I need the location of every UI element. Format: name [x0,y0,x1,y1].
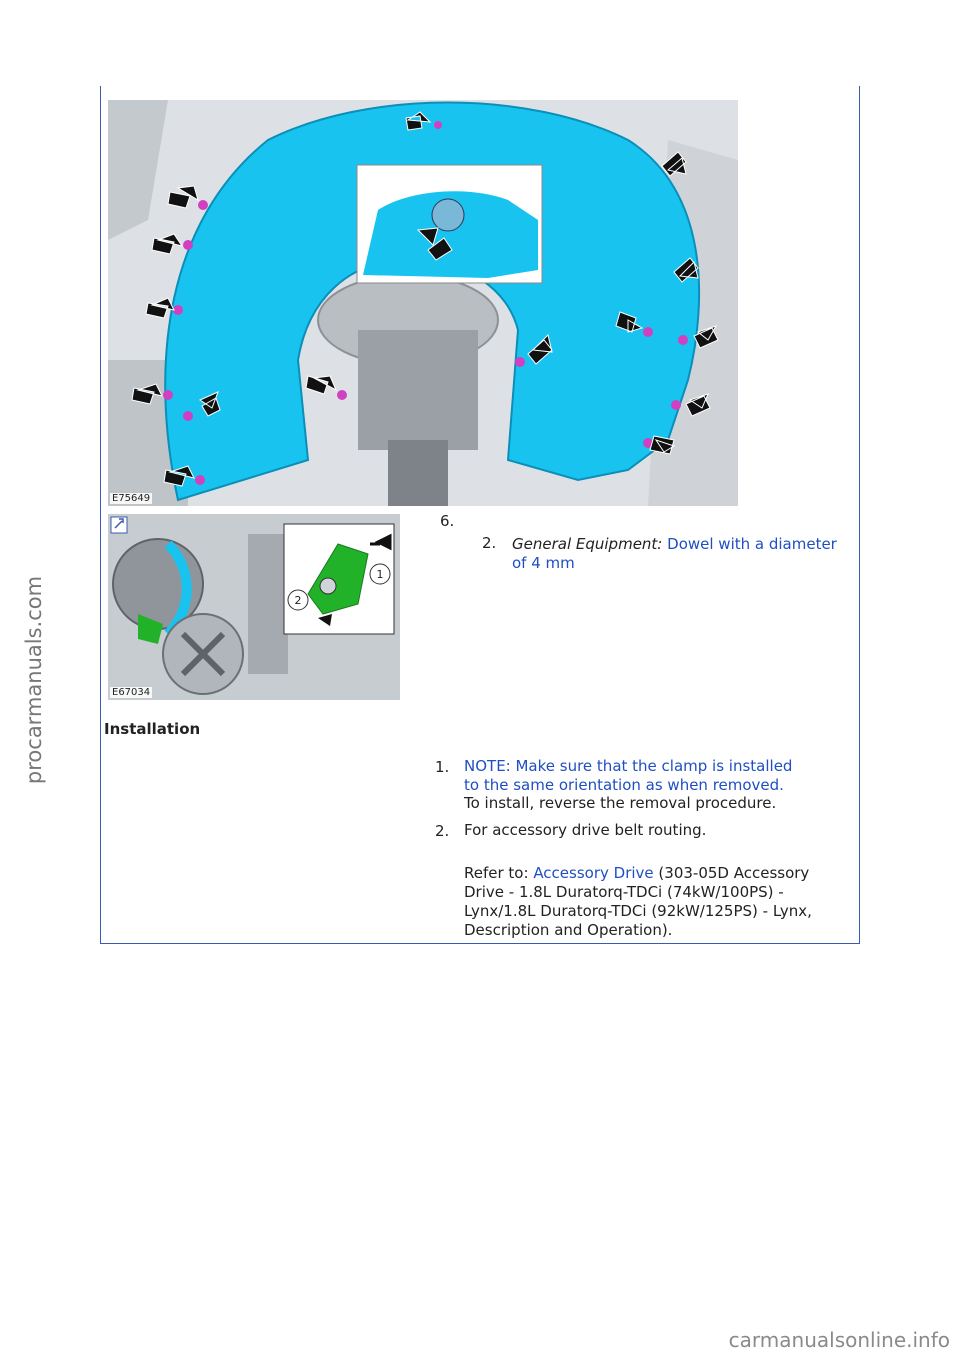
refer-line-2: Drive - 1.8L Duratorq-TDCi (74kW/100PS) - [464,883,784,901]
figure-code: E67034 [112,687,151,698]
general-equipment-line [512,535,852,554]
callout-2: 2 [294,594,302,607]
step-text: To install, reverse the removal procedure. [464,794,777,812]
tensioner-illustration [108,514,400,700]
step-number: 1. [435,758,450,776]
callout-1: 1 [376,568,384,581]
tensioner-drawing [108,514,400,700]
substep-number: 2. [482,534,497,552]
side-watermark-text: procarmanuals.com [22,575,46,785]
refer-to-line [464,864,854,883]
bottom-watermark: carmanualsonline.info [728,1328,950,1352]
equipment-value-link-cont[interactable]: of 4 mm [512,554,575,572]
step-number: 2. [435,822,450,840]
wheel-arch-liner-drawing [108,100,738,506]
accessory-drive-link[interactable]: Accessory Drive [533,864,654,882]
equipment-label: General Equipment: [512,535,663,553]
figure-code: E75649 [112,493,151,504]
step-text: For accessory drive belt routing. [464,821,707,839]
refer-rest: (303-05D Accessory [653,864,810,882]
wheel-arch-liner-illustration [108,100,738,506]
side-watermark [14,570,54,790]
refer-line-3: Lynx/1.8L Duratorq-TDCi (92kW/125PS) - Lynx, [464,902,812,920]
refer-prefix: Refer to: [464,864,534,882]
note-text: NOTE: Make sure that the clamp is installed [464,757,793,775]
step-number: 6. [440,512,455,530]
equipment-value-link[interactable]: Dowel with a diameter [667,535,837,553]
section-heading: Installation [104,720,201,738]
refer-line-4: Description and Operation). [464,921,673,939]
note-text-cont: to the same orientation as when removed. [464,776,784,794]
